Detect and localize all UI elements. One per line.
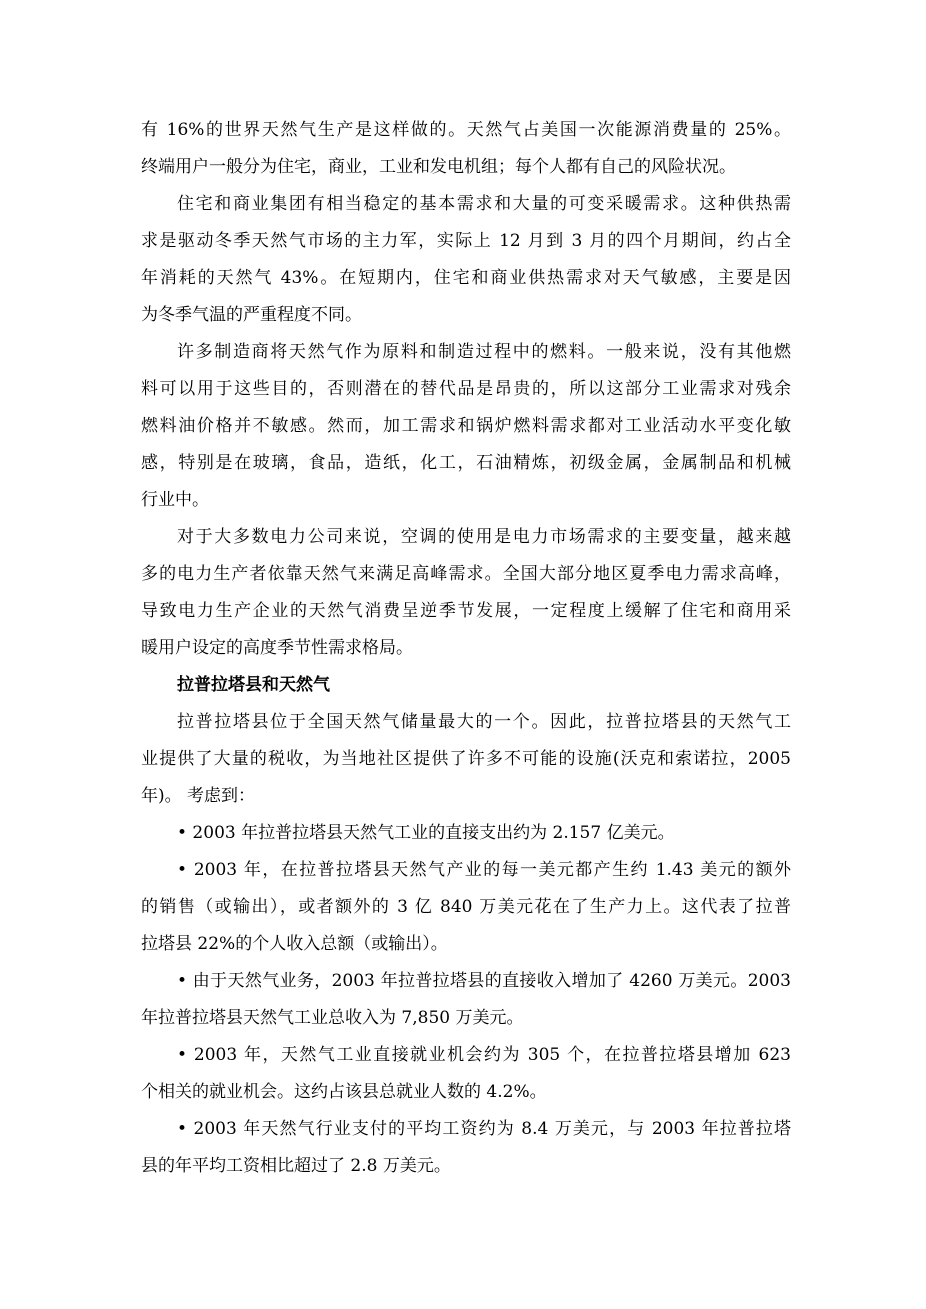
text-line: 暖用户设定的高度季节性需求格局。: [141, 638, 413, 658]
paragraph: [141, 519, 791, 667]
text-line: 终端用户一般分为住宅，商业，工业和发电机组；每个人都有自己的风险状况。: [141, 157, 736, 177]
text-line: 料可以用于这些目的，否则潜在的替代品是昂贵的，所以这部分工业需求对残余: [141, 379, 791, 399]
text-line: 业提供了大量的税收，为当地社区提供了许多不可能的设施(沃克和索诺拉，2005: [141, 749, 791, 769]
text-line: 行业中。: [141, 490, 209, 510]
text-line: 对于大多数电力公司来说，空调的使用是电力市场需求的主要变量，越来越: [177, 527, 791, 547]
text-line: 有 16%的世界天然气生产是这样做的。天然气占美国一次能源消费量的 25%。: [141, 120, 791, 140]
text-line: 拉普拉塔县位于全国天然气储量最大的一个。因此，拉普拉塔县的天然气工: [177, 712, 791, 732]
text-line: 年)。 考虑到：: [141, 786, 256, 806]
bullet-item: [141, 1037, 791, 1111]
paragraph: [141, 334, 791, 519]
paragraph: [141, 112, 791, 186]
text-line: • 2003 年，在拉普拉塔县天然气产业的每一美元都产生约 1.43 美元的额外: [177, 860, 791, 880]
text-line: • 2003 年拉普拉塔县天然气工业的直接支出约为 2.157 亿美元。: [177, 823, 675, 843]
text-line: 年拉普拉塔县天然气工业总收入为 7,850 万美元。: [141, 1008, 524, 1028]
text-line: 住宅和商业集团有相当稳定的基本需求和大量的可变采暖需求。这种供热需: [177, 194, 791, 214]
text-line: 许多制造商将天然气作为原料和制造过程中的燃料。一般来说，没有其他燃: [177, 342, 791, 362]
text-line: 求是驱动冬季天然气市场的主力军，实际上 12 月到 3 月的四个月期间，约占全: [141, 231, 791, 251]
text-line: 的销售（或输出），或者额外的 3 亿 840 万美元花在了生产力上。这代表了拉普: [141, 897, 791, 917]
text-line: 拉塔县 22%的个人收入总额（或输出）。: [141, 934, 448, 954]
bullet-item: [141, 963, 791, 1037]
text-line: 年消耗的天然气 43%。在短期内，住宅和商业供热需求对天气敏感，主要是因: [141, 268, 791, 288]
bullet-item: [141, 852, 791, 963]
section-heading: 拉普拉塔县和天然气: [177, 675, 330, 695]
bullet-item: [141, 1111, 791, 1185]
text-line: 导致电力生产企业的天然气消费呈逆季节发展，一定程度上缓解了住宅和商用采: [141, 601, 791, 621]
bullet-item: [141, 815, 791, 852]
text-line: 县的年平均工资相比超过了 2.8 万美元。: [141, 1156, 451, 1176]
text-line: • 2003 年天然气行业支付的平均工资约为 8.4 万美元，与 2003 年拉普拉塔: [177, 1119, 791, 1139]
text-line: 感，特别是在玻璃，食品，造纸，化工，石油精炼，初级金属，金属制品和机械: [141, 453, 791, 473]
text-line: • 2003 年，天然气工业直接就业机会约为 305 个，在拉普拉塔县增加 623: [177, 1045, 791, 1065]
paragraph: [141, 704, 791, 815]
text-line: 为冬季气温的严重程度不同。: [141, 305, 362, 325]
text-line: 个相关的就业机会。这约占该县总就业人数的 4.2%。: [141, 1082, 547, 1102]
document-page: [141, 112, 791, 1185]
text-line: 多的电力生产者依靠天然气来满足高峰需求。全国大部分地区夏季电力需求高峰，: [141, 564, 791, 584]
text-line: • 由于天然气业务，2003 年拉普拉塔县的直接收入增加了 4260 万美元。2003: [177, 971, 791, 991]
paragraph: [141, 186, 791, 334]
text-line: 燃料油价格并不敏感。然而，加工需求和锅炉燃料需求都对工业活动水平变化敏: [141, 416, 791, 436]
